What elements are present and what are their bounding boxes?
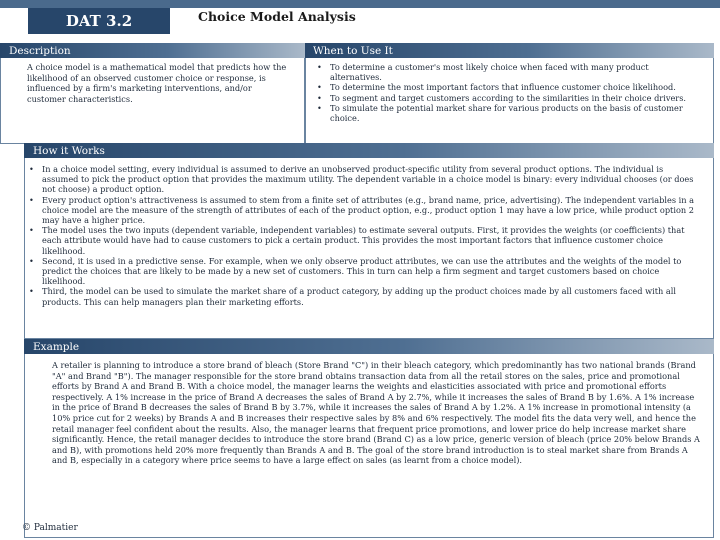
description-text: A choice model is a mathematical model that predicts how the likelihood of an observed customer choice or response, is influenced by a firm's marketing interventions, and/or customer characteristics.	[27, 62, 287, 104]
list-item: • To simulate the potential market share for various products on the basis of customer choice.	[314, 103, 690, 123]
when-to-use-header: When to Use It	[305, 43, 714, 58]
page-title: Choice Model Analysis	[198, 9, 356, 24]
how-it-works-list	[26, 164, 702, 307]
example-header: Example	[24, 339, 714, 354]
top-band	[0, 0, 720, 8]
list-item: • To determine a customer's most likely choice when faced with many product alternatives.	[314, 62, 690, 82]
list-item: • To determine the most important factors that influence customer choice likelihood.	[314, 82, 690, 92]
list-item: • To segment and target customers according to the similarities in their choice drivers.	[314, 93, 690, 103]
copyright-footer: © Palmatier	[22, 523, 78, 533]
example-text: A retailer is planning to introduce a store brand of bleach (Store Brand "C") in their bleach category, which predominantly has two national brands (Brand "A" and Brand "B"). The manager responsible for the store brand obtains transaction data from all the retail stores on the sales, price and promotional efforts by Brand A and Brand B. With a choice model, the manager learns the weights and elasticities associated with price and promotional efforts respectively. A 1% increase in the price of Brand A decreases the sales of Brand A by 2.7%, while it increases the sales of Brand B by 1.6%. A 1% increase in the price of Brand B decreases the sales of Brand B by 3.7%, while it increases the sales of Brand A by 1.2%. A 1% increase in promotional intensity (a 10% price cut for 2 weeks) by Brands A and B increases their respective sales by 8% and 6% respectively. The model fits the data very well, and hence the retail manager feel confident about the results. Also, the manager learns that frequent price promotions, and lower price do help increase market share significantly. Hence, the retail manager decides to introduce the store brand (Brand C) as a low price, generic version of bleach (price 20% below Brands A and B), with promotions held 20% more frequently than Brands A and B. The goal of the store brand introduction is to steal market share from Brands A and B, especially in a category where price seems to have a large effect on sales (as learnt from a choice model).	[52, 360, 700, 466]
how-it-works-header: How it Works	[24, 143, 714, 158]
when-to-use-list	[314, 62, 690, 123]
description-header: Description	[0, 43, 305, 58]
section-tag: DAT 3.2	[28, 8, 170, 34]
list-item: • Second, it is used in a predictive sense. For example, when we only observe product attributes, we can use the attributes and the weights of the model to predict the choices that are likely to be made by a new set of customers. This in turn can help a firm segment and target customers based on choice likelihood.	[26, 256, 702, 287]
list-item: • In a choice model setting, every individual is assumed to derive an unobserved product-specific utility from several product options. The individual is assumed to pick the product option that provides the maximum utility. The dependent variable in a choice model is binary: every individual chooses (or does not choose) a product option.	[26, 164, 702, 195]
list-item: • Every product option's attractiveness is assumed to stem from a finite set of attributes (e.g., brand name, price, advertising). The independent variables in a choice model are the measure of the strength of attributes of each of the product option, e.g., product option 1 may have a low price, while product option 2 may have a higher price.	[26, 195, 702, 226]
list-item: • The model uses the two inputs (dependent variable, independent variables) to estimate several outputs. First, it provides the weights (or coefficients) that each attribute would have had to cause customers to pick a certain product. This provides the most important factors that influence customer choice likelihood.	[26, 225, 702, 256]
list-item: • Third, the model can be used to simulate the market share of a product category, by adding up the product choices made by all customers faced with all products. This can help managers plan their marketing efforts.	[26, 286, 702, 306]
